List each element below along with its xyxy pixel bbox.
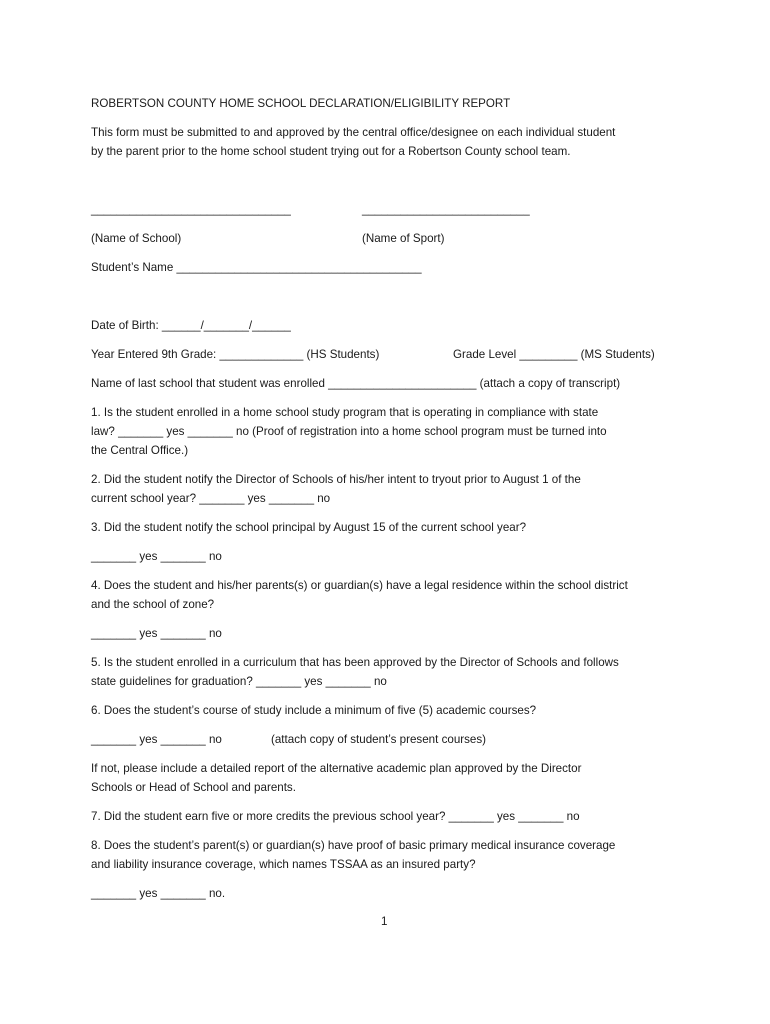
if-not-line2: Schools or Head of School and parents. (91, 781, 296, 794)
question-6-answer[interactable]: _______ yes _______ no (91, 733, 222, 746)
intro-text-line1: This form must be submitted to and approved by the central office/designee on each individual student (91, 126, 616, 139)
school-name-label: (Name of School) (91, 232, 182, 245)
question-3-answer[interactable]: _______ yes _______ no (91, 550, 222, 563)
question-1-line1: 1. Is the student enrolled in a home school study program that is operating in compliance with state (91, 406, 599, 419)
date-of-birth-field[interactable]: Date of Birth: ______/_______/______ (91, 319, 291, 332)
last-school-field[interactable]: Name of last school that student was enrolled _______________________ (attach a copy of transcript) (91, 377, 621, 390)
question-6-note: (attach copy of student’s present courses) (271, 733, 487, 746)
question-5-line1: 5. Is the student enrolled in a curriculum that has been approved by the Director of Schools and follows (91, 656, 619, 669)
question-1-line2[interactable]: law? _______ yes _______ no (Proof of registration into a home school program must be turned into (91, 425, 607, 438)
question-7-text[interactable]: 7. Did the student earn five or more credits the previous school year? _______ yes _______ no (91, 810, 580, 823)
question-8-answer[interactable]: _______ yes _______ no. (91, 887, 226, 900)
sport-name-label: (Name of Sport) (362, 232, 445, 245)
question-8-line2: and liability insurance coverage, which names TSSAA as an insured party? (91, 858, 476, 871)
question-3-text: 3. Did the student notify the school principal by August 15 of the current school year? (91, 521, 527, 534)
question-4-line1: 4. Does the student and his/her parents(s) or guardian(s) have a legal residence within the school district (91, 579, 628, 592)
question-2-line2[interactable]: current school year? _______ yes _______ no (91, 492, 331, 505)
school-name-blank[interactable]: _______________________________ (91, 203, 291, 216)
year-entered-field[interactable]: Year Entered 9th Grade: _____________ (HS Students) (91, 348, 380, 361)
question-5-line2[interactable]: state guidelines for graduation? _______ yes _______ no (91, 675, 387, 688)
question-2-line1: 2. Did the student notify the Director of Schools of his/her intent to tryout prior to August 1 of the (91, 473, 581, 486)
page-number: 1 (381, 915, 388, 928)
question-4-line2: and the school of zone? (91, 598, 215, 611)
question-1-line3: the Central Office.) (91, 444, 189, 457)
intro-text-line2: by the parent prior to the home school student trying out for a Robertson County school team. (91, 145, 571, 158)
question-6-text: 6. Does the student’s course of study include a minimum of five (5) academic courses? (91, 704, 537, 717)
sport-name-blank[interactable]: __________________________ (362, 203, 530, 216)
student-name-field[interactable]: Student’s Name ______________________________________ (91, 261, 422, 274)
document-title: ROBERTSON COUNTY HOME SCHOOL DECLARATION/ELIGIBILITY REPORT (91, 97, 511, 110)
if-not-line1: If not, please include a detailed report of the alternative academic plan approved by the Director (91, 762, 582, 775)
question-8-line1: 8. Does the student’s parent(s) or guardian(s) have proof of basic primary medical insurance coverage (91, 839, 616, 852)
question-4-answer[interactable]: _______ yes _______ no (91, 627, 222, 640)
grade-level-field[interactable]: Grade Level _________ (MS Students) (453, 348, 655, 361)
